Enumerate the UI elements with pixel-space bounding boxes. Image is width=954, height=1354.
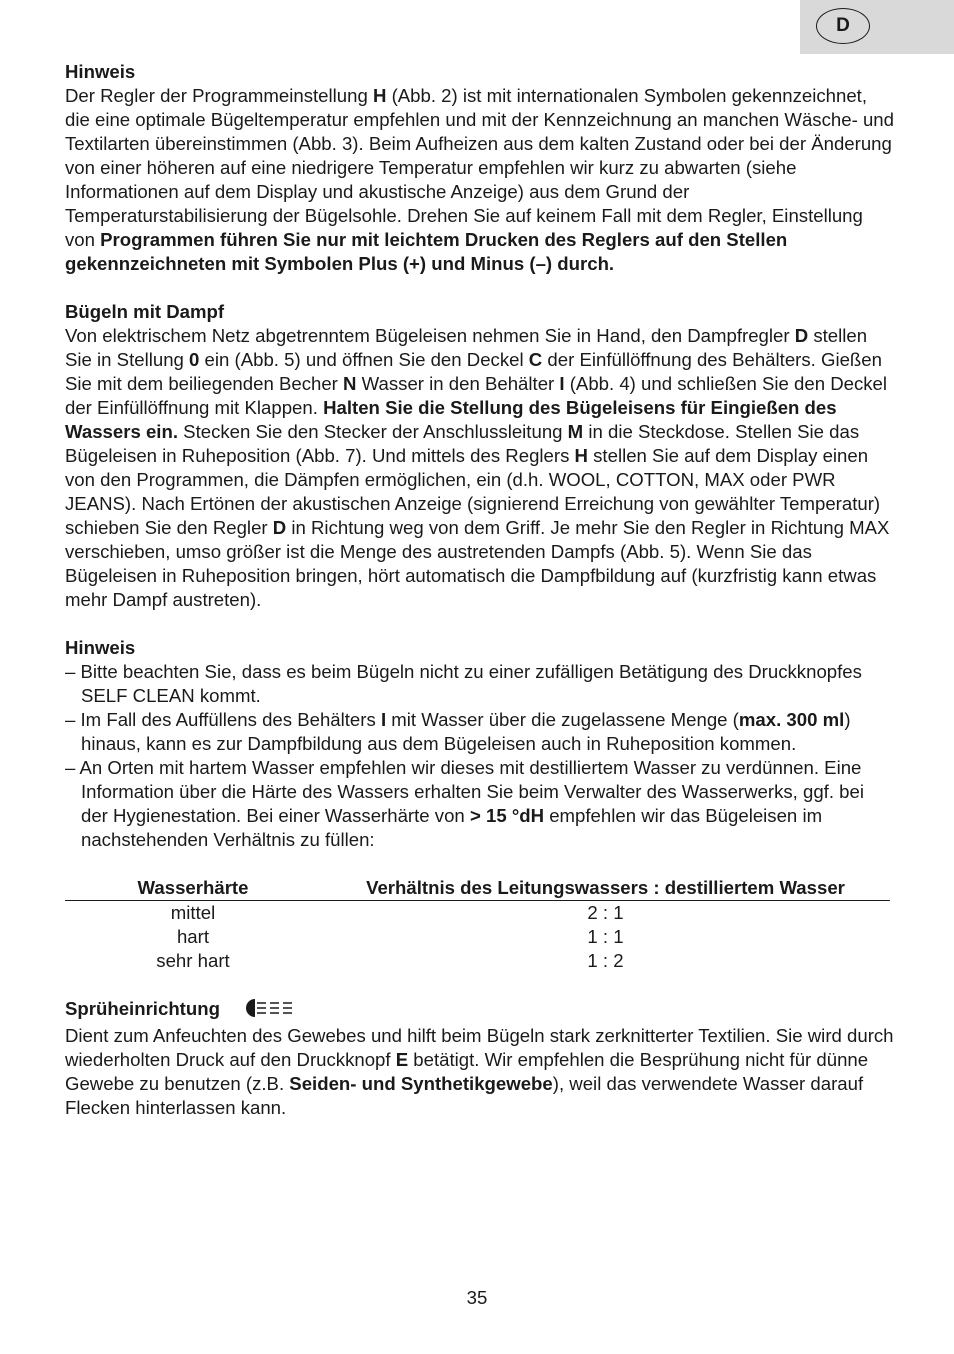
section-hinweis-2 xyxy=(65,636,895,852)
bold-text: I xyxy=(380,709,387,730)
section-heading xyxy=(65,997,895,1024)
text: der Einfüllöffnung des Behälters. Gießen Sie mit dem beiliegenden Becher xyxy=(65,349,882,394)
text: ) hinaus, kann es zur Dampfbildung aus dem Bügeleisen auch in Ruheposition kommen. xyxy=(81,709,851,754)
bold-text: H xyxy=(372,85,387,106)
paragraph xyxy=(65,84,895,276)
bold-text: D xyxy=(794,325,809,346)
bold-text: Programmen führen Sie nur mit leichtem Drucken des Reglers auf den Stellen gekennzeichneten mit Symbolen Plus (+) und Minus (–) durch. xyxy=(65,229,788,274)
water-hardness-table xyxy=(65,876,890,973)
text: ein (Abb. 5) und öffnen Sie den Deckel xyxy=(199,349,529,370)
table-row xyxy=(65,925,890,949)
text: Bitte beachten Sie, dass es beim Bügeln nicht zu einer zufälligen Betätigung des Druckknopfes SELF CLEAN kommt. xyxy=(80,661,862,706)
list-item xyxy=(65,708,895,756)
spray-icon xyxy=(246,998,298,1024)
table-cell: 1 : 2 xyxy=(587,950,624,971)
text: betätigt. Wir empfehlen die Besprühung nicht für dünne Gewebe zu benutzen (z.B. xyxy=(65,1049,869,1094)
table-header: Verhältnis des Leitungswassers : destilliertem Wasser xyxy=(321,876,890,901)
text: empfehlen wir das Bügeleisen im nachstehenden Verhältnis zu füllen: xyxy=(81,805,823,850)
section-buegeln-mit-dampf xyxy=(65,300,895,612)
bold-text: Halten Sie die Stellung des Bügeleisens für Eingießen des Wassers ein. xyxy=(65,397,837,442)
text: An Orten mit hartem Wasser empfehlen wir dieses mit destilliertem Wasser zu verdünnen. Eine Information über die Härte des Wassers erhalten Sie beim Verwalter des Wasserwerks, ggf. bei der Hygienestation. Bei einer Wasserhärte von xyxy=(79,757,864,826)
text: ), weil das verwendete Wasser darauf Flecken hinterlassen kann. xyxy=(65,1073,864,1118)
bold-text: > 15 °dH xyxy=(469,805,545,826)
table-cell: hart xyxy=(176,926,210,947)
text: mit Wasser über die zugelassene Menge ( xyxy=(386,709,739,730)
text: in die Steckdose. Stellen Sie das Bügeleisen in Ruheposition (Abb. 7). Und mittels des Reglers xyxy=(65,421,860,466)
bold-text: I xyxy=(559,373,565,394)
text: (Abb. 2) ist mit internationalen Symbolen gekennzeichnet, die eine optimale Bügeltemperatur empfehlen und mit der Kennzeichnung an manchen Wäsche- und Textilarten übereinstimmen (Abb. 3). Beim Aufheizen aus dem kalten Zustand oder bei der Änderung von einer höheren auf eine niedrigere Temperatur empfehlen wir kurz zu abwarten (siehe Informationen auf dem Display und akustische Anzeige) aus dem Grund der Temperaturstabilisierung der Bügelsohle. Drehen Sie auf keinem Fall mit dem Regler, Einstellung von xyxy=(65,85,894,250)
paragraph xyxy=(65,1024,895,1120)
text: Dient zum Anfeuchten des Gewebes und hilft beim Bügeln stark zerknitterter Textilien. Sie wird durch wiederholten Druck auf den Druckknopf xyxy=(65,1025,894,1070)
bold-text: E xyxy=(395,1049,409,1070)
bold-text: N xyxy=(343,373,357,394)
text: Wasser in den Behälter xyxy=(356,373,560,394)
table-header: Wasserhärte xyxy=(65,876,321,901)
heading-text: Sprüheinrichtung xyxy=(65,998,220,1019)
list-item xyxy=(65,660,895,708)
bold-text: D xyxy=(272,517,287,538)
text: stellen Sie in Stellung xyxy=(65,325,868,370)
table-cell: 1 : 1 xyxy=(587,926,624,947)
bold-text: H xyxy=(574,445,588,466)
table-cell: sehr hart xyxy=(156,950,230,971)
section-heading: Bügeln mit Dampf xyxy=(65,301,225,322)
page-content xyxy=(65,60,895,1144)
text: Von elektrischem Netz abgetrenntem Bügeleisen nehmen Sie in Hand, den Dampfregler xyxy=(65,325,795,346)
section-spray xyxy=(65,997,895,1120)
table-cell: 2 : 1 xyxy=(587,902,624,923)
page-number: 35 xyxy=(466,1287,488,1308)
section-heading: Hinweis xyxy=(65,61,136,82)
bold-text: max. 300 ml xyxy=(738,709,845,730)
language-badge: D xyxy=(816,8,870,44)
section-hinweis-1 xyxy=(65,60,895,276)
text: (Abb. 4) und schließen Sie den Deckel der Einfüllöffnung mit Klappen. xyxy=(65,373,888,418)
table-cell: mittel xyxy=(170,902,216,923)
table-row xyxy=(65,901,890,926)
text: Im Fall des Auffüllens des Behälters xyxy=(80,709,381,730)
bold-text: Seiden- und Synthetikgewebe xyxy=(289,1073,553,1094)
bold-text: 0 xyxy=(189,349,200,370)
table-header-row xyxy=(65,876,890,901)
text: Der Regler der Programmeinstellung xyxy=(65,85,373,106)
paragraph xyxy=(65,324,895,612)
table-row xyxy=(65,949,890,973)
text: in Richtung weg von dem Griff. Je mehr Sie den Regler in Richtung MAX verschieben, umso größer ist die Menge des austretenden Dampfs (Abb. 5). Wenn Sie das Bügeleisen in Ruheposition bringen, hört automatisch die Dampfbildung auf (kurzfristig kann etwas mehr Dampf austreten). xyxy=(65,517,890,610)
list-item xyxy=(65,756,895,852)
note-list xyxy=(65,660,895,852)
language-tab xyxy=(800,0,954,54)
text: Stecken Sie den Stecker der Anschlussleitung xyxy=(178,421,568,442)
bold-text: C xyxy=(528,349,543,370)
text: stellen Sie auf dem Display einen von den Programmen, die Dämpfen ermöglichen, ein (d.h. WOOL, COTTON, MAX oder PWR JEANS). Nach Ertönen der akustischen Anzeige (signierend Erreichung von gewählter Temperatur) schieben Sie den Regler xyxy=(65,445,881,538)
section-heading: Hinweis xyxy=(65,637,136,658)
bold-text: M xyxy=(567,421,584,442)
